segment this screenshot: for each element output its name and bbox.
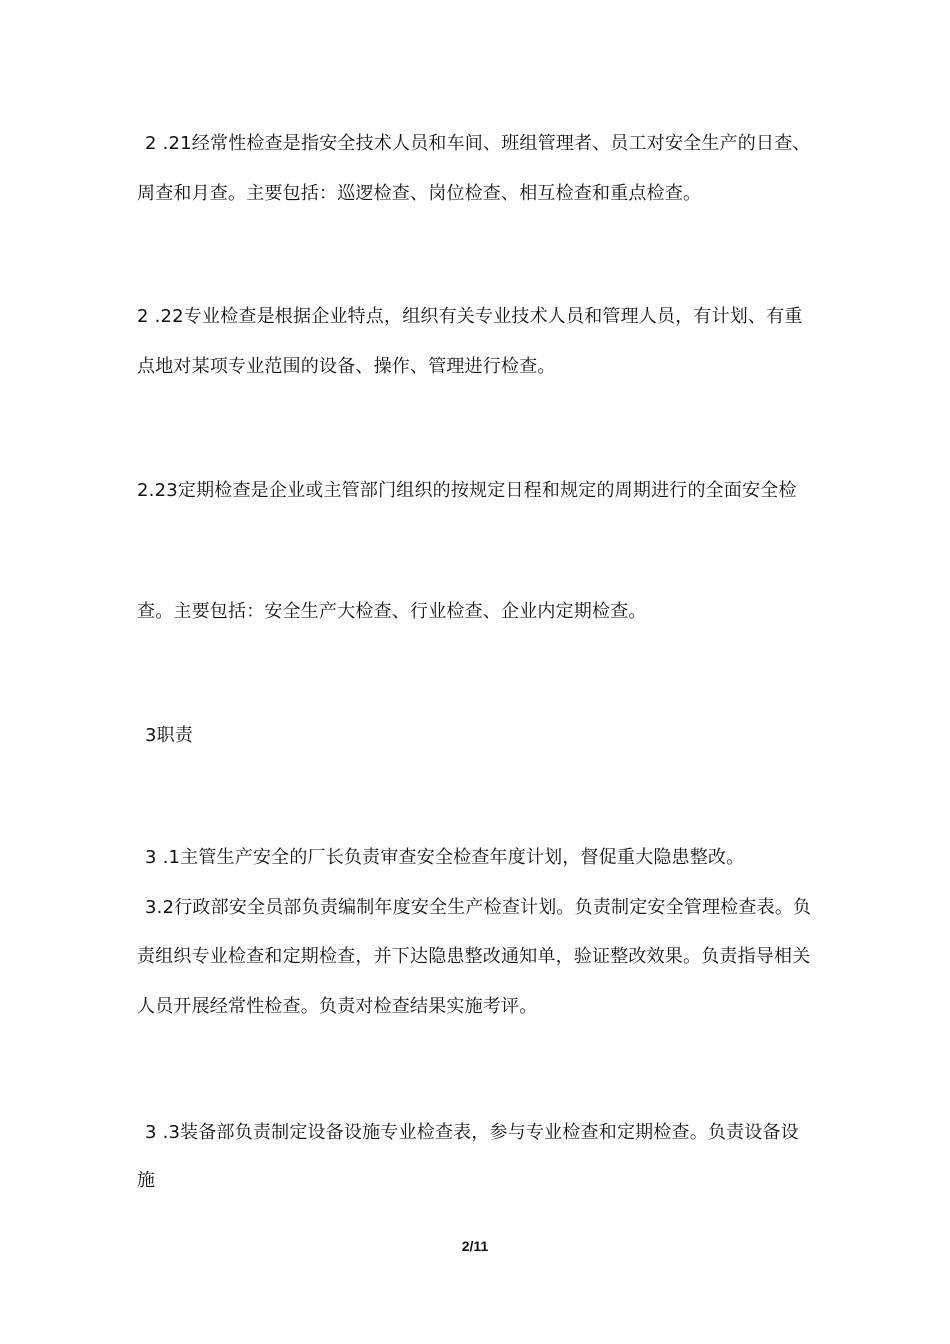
text-line: 3 .1主管生产安全的厂长负责审查安全检查年度计划，督促重大隐患整改。 [145, 847, 745, 868]
text-line: 2 .22专业检查是根据企业特点，组织有关专业技术人员和管理人员，有计划、有重 [137, 306, 803, 327]
text-line: 2.23定期检查是企业或主管部门组织的按规定日程和规定的周期进行的全面安全检 [137, 480, 797, 501]
text-line: 周查和月查。主要包括：巡逻检查、岗位检查、相互检查和重点检查。 [137, 183, 702, 204]
text-line: 责组织专业检查和定期检查，并下达隐患整改通知单，验证整改效果。负责指导相关 [137, 946, 811, 967]
text-line: 3.2行政部安全员部负责编制年度安全生产检查计划。负责制定安全管理检查表。负 [145, 897, 812, 918]
page-number: 2/11 [461, 1238, 489, 1254]
text-line: 施 [137, 1170, 156, 1191]
section-heading: 3职责 [145, 725, 194, 746]
text-line: 查。主要包括：安全生产大检查、行业检查、企业内定期检查。 [137, 601, 647, 622]
text-line: 3 .3装备部负责制定设备设施专业检查表，参与专业检查和定期检查。负责设备设 [145, 1122, 799, 1143]
text-line: 2 .21经常性检查是指安全技术人员和车间、班组管理者、员工对安全生产的日查、 [145, 133, 811, 154]
text-line: 人员开展经常性检查。负责对检查结果实施考评。 [137, 996, 538, 1017]
text-line: 点地对某项专业范围的设备、操作、管理进行检查。 [137, 356, 556, 377]
